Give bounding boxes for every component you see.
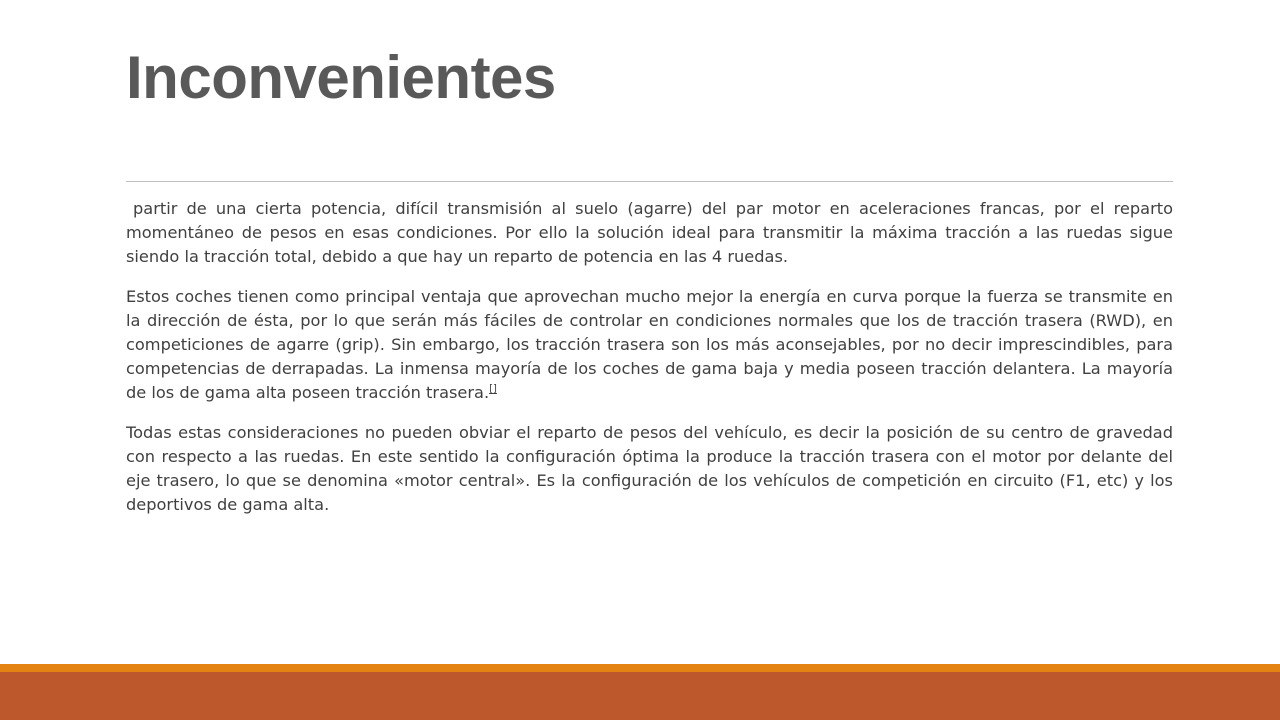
paragraph-3: Todas estas consideraciones no pueden obviar el reparto de pesos del vehículo, es decir la posición de su centro de gravedad con respecto a las ruedas. En este sentido la configuración óptima la produce la tracción trasera con el motor por delante del eje trasero, lo que se denomina «motor central». Es la configuración de los vehículos de competición en circuito (F1, etc) y los deportivos de gama alta. <box>126 423 1173 514</box>
title-divider <box>126 181 1173 182</box>
slide-body <box>126 197 1173 533</box>
slide-title: Inconvenientes <box>126 44 556 111</box>
reference-link[interactable]: [] <box>489 383 497 395</box>
paragraph-1: partir de una cierta potencia, difícil transmisión al suelo (agarre) del par motor en aceleraciones francas, por el reparto momentáneo de pesos en esas condiciones. Por ello la solución ideal para transmitir la máxima tracción a las ruedas sigue siendo la tracción total, debido a que hay un reparto de potencia en las 4 ruedas. <box>126 199 1173 266</box>
paragraph-2-text: Estos coches tienen como principal ventaja que aprovechan mucho mejor la energía en curva porque la fuerza se transmite en la dirección de ésta, por lo que serán más fáciles de controlar en condiciones normales que los de tracción trasera (RWD), en competiciones de agarre (grip). Sin embargo, los tracción trasera son los más aconsejables, por no decir imprescindibles, para competencias de derrapadas. La inmensa mayoría de los coches de gama baja y media poseen tracción delantera. La mayoría de los de gama alta poseen tracción trasera. <box>126 287 1173 402</box>
footer-accent-bar <box>0 664 1280 672</box>
footer-bar <box>0 672 1280 720</box>
paragraph-2 <box>126 285 1173 405</box>
